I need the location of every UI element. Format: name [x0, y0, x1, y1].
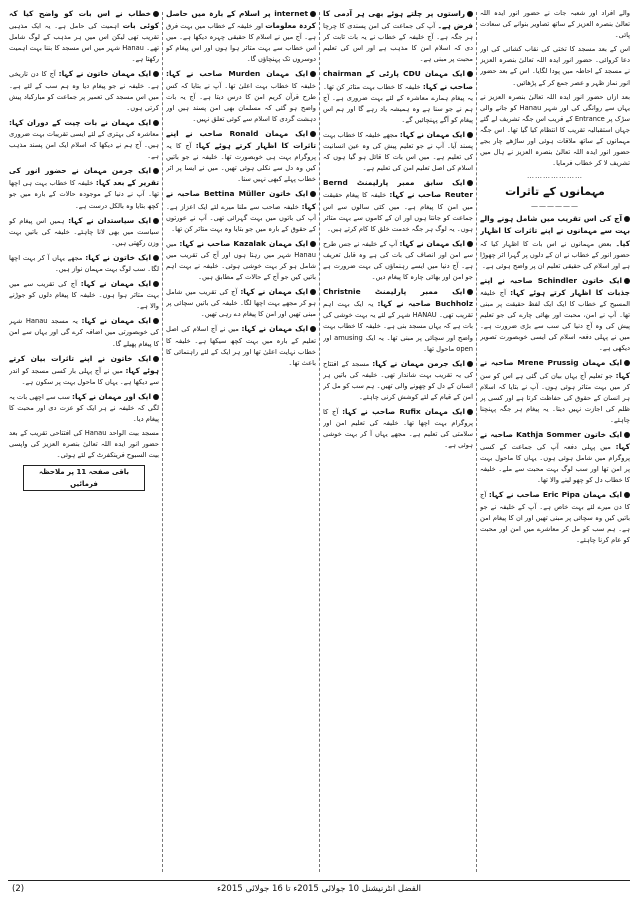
bullet-icon	[467, 289, 473, 295]
testimonial-block	[9, 68, 159, 113]
testimonial-block	[480, 357, 630, 426]
testimonial-text: اور خلیفہ کے خطاب میں بہت فرق ہے۔ آج میں نے اسلام کا حقیقی چہرہ دیکھا ہے۔ میں اس خطاب سے بہت متاثر ہوا ہوں اور اس پیغام کو دوسروں تک پہنچاؤں گا۔	[166, 22, 316, 64]
testimonial-heading: ایک سابق ممبر پارلیمنٹ Bernd Reuter صاحب نے کہا:	[323, 178, 473, 200]
bullet-icon	[624, 432, 630, 438]
testimonial-text: میں نے آج پہلی بار کسی مسجد کو اندر سے دیکھا ہے۔ یہاں کا ماحول بہت پر سکون ہے۔	[9, 366, 159, 386]
bullet-icon	[310, 326, 316, 332]
testimonial-text: اہمیت کی حامل ہے۔ یہ ایک مذہبی تقریب تھی لیکن اس میں ہر مذہب کے لوگ شامل تھے۔ Hanau شہر میں اس مسجد کا بننا بہت اہمیت رکھتا ہے۔	[9, 22, 159, 64]
testimonial-block	[480, 489, 630, 545]
bullet-icon	[624, 216, 630, 222]
testimonial-heading: ایک خاتون نے کہا:	[85, 252, 151, 262]
bullet-icon	[467, 11, 473, 17]
testimonial-text: مجھے یہاں آ کر بہت اچھا لگا۔ سب لوگ بہت مہمان نواز ہیں۔	[9, 253, 159, 273]
testimonial-heading: ایک مہمان Ronald صاحب نے اپنے تاثرات کا اظہار کرتے ہوئے کہا:	[166, 128, 316, 151]
testimonial-text: میں Hanau شہر میں رہتا ہوں اور آج کی تقریب میں شامل ہو کر بہت خوشی ہوئی۔ خلیفہ نے بہت اہم باتیں کیں جو آج کے حالات کے مطابق ہیں۔	[166, 239, 316, 282]
bullet-icon	[467, 361, 473, 367]
testimonial-heading: ایک جرمن مہمان نے حضور انور کی تقریر کے بعد کہا:	[9, 166, 159, 188]
bullet-icon	[153, 394, 159, 400]
testimonial-heading: ایک ممبر پارلیمنٹ Christnie Buchholz صاحبہ نے کہا:	[323, 287, 473, 309]
testimonial-text: جو تعلیم آج یہاں بیان کی گئی ہے اس کو سن کر میں بہت متاثر ہوئی ہوں۔ آپ نے بتایا کہ اسلام ہر انسان کے حقوق کی حفاظت کرتا ہے اور کسی پر ظلم کی اجازت نہیں دیتا۔ یہ پیغام ہر جگہ پہنچنا چاہئے۔	[480, 371, 630, 424]
column-2	[323, 8, 473, 876]
bullet-icon	[310, 289, 316, 295]
testimonial-block	[9, 278, 159, 312]
testimonial-heading: ایک مہمان نے بات چیت کے دوران کہا:	[9, 117, 151, 127]
testimonial-text: آج کا دن تاریخی ہے۔ خلیفہ نے جو پیغام دیا وہ ہم سب کے لئے ہے۔ میں اس مسجد کی تعمیر پر جماعت کو مبارکباد پیش کرتی ہوں۔	[9, 70, 159, 112]
testimonial-block	[9, 8, 159, 65]
continued-on-page-box: باقی صفحہ 11 پر ملاحظہ فرمائیں	[23, 465, 145, 491]
testimonial-text: آپ کی جماعت کی امن پسندی کا چرچا ہر جگہ ہے۔ آج خلیفہ کے خطاب نے یہ بات ثابت کر دی کہ اسلام امن کا مذہب ہے اور اس کی تعلیم محبت پر مبنی ہے۔	[323, 22, 473, 64]
testimonial-block	[323, 406, 473, 451]
testimonial-block	[166, 128, 316, 185]
testimonial-heading: internet پر اسلام کے بارہ میں حاصل کردہ معلومات	[166, 9, 316, 31]
testimonial-text: معاشرہ کی بہتری کے لئے ایسی تقریبات بہت ضروری ہیں۔ آج ہم نے دیکھا کہ اسلام ایک امن پسند مذہب ہے۔	[9, 129, 159, 161]
bullet-icon	[310, 241, 316, 247]
testimonial-block	[166, 188, 316, 234]
testimonial-heading: ایک مہمان CDU پارٹی کے chairman صاحب نے کہا:	[323, 69, 473, 91]
bullet-icon	[624, 360, 630, 366]
column-1	[480, 8, 630, 876]
testimonial-heading: ایک مہمان Rufix صاحب نے کہا:	[342, 407, 465, 417]
testimonial-block	[9, 215, 159, 249]
testimonial-heading: ایک خاتون Schindler صاحبہ نے اپنے جذبات کا اظہار کرتے ہوئے کہا:	[480, 275, 630, 297]
bullet-icon	[624, 278, 630, 284]
testimonial-text: مسجد کے افتتاح کی یہ تقریب بہت شاندار تھی۔ خلیفہ کی باتیں ہر انسان کے دل کو چھونے والی تھیں۔ ہم سب کو مل کر امن کے قیام کے لئے کوشش کرنی چاہئے۔	[323, 359, 473, 401]
bullet-icon	[310, 131, 316, 137]
intro-paragraph: بعد ازاں حضور انور ایدہ اللہ تعالیٰ بنصرہ العزیز نے یہاں سے روانگی کی اور شہر Hanau کو جانے والی سڑک پر Entrance کے قریب اس جگہ تشریف لے گئے جہاں استقبالیہ تقریب کا انتظام کیا گیا تھا۔ اس جگہ مہمانوں کے ساتھ ملاقات ہوئی اور ساڑھے چار بجے حضور انور ایدہ اللہ تعالیٰ بنصرہ العزیز نے ہال میں تشریف لا کر خطاب فرمایا۔	[480, 92, 630, 168]
testimonial-block	[9, 117, 159, 162]
testimonial-block	[323, 177, 473, 234]
testimonial-text: خلیفہ صاحب سے ملنا میرے لئے ایک اعزاز ہے۔ آپ کی باتوں میں بہت گہرائی تھی۔ آپ نے عورتوں کے حقوق کے بارہ میں جو بتایا وہ بہت متاثر کن تھا۔	[166, 202, 316, 233]
testimonial-block	[166, 68, 316, 124]
testimonial-heading: ایک سیاستدان نے کہا:	[68, 215, 151, 225]
testimonial-text: آپ کے خلیفہ نے جس طرح سے امن اور انصاف کی بات کی ہے وہ قابل تعریف ہے۔ آج دنیا میں ایسے رہنماؤں کی بہت ضرورت ہے جو امن اور بھائی چارہ کا پیغام دیں۔	[323, 239, 473, 282]
testimonial-heading: ایک مہمان Eric Pipa صاحب نے کہا:	[488, 490, 622, 500]
intro-paragraph: والے افراد اور شعبہ جات نے حضور انور ایدہ اللہ تعالیٰ بنصرہ العزیز کے ساتھ تصاویر بنوانے کی سعادت پائی۔	[480, 9, 630, 40]
testimonial-text: خلیفہ کا خطاب بہت متاثر کن تھا۔ یہ پیغام ہمارے معاشرہ کے لئے بہت ضروری ہے۔ آج ہم نے جو سنا ہے وہ ہمیشہ یاد رہے گا اور ہم اس پیغام کو آگے پہنچائیں گے۔	[323, 82, 473, 124]
testimonial-heading: ایک مہمان نے کہا:	[399, 238, 465, 248]
testimonial-heading: راستوں پر چلتے ہوئے بھی ہر آدمی کا فرض ہے۔	[323, 9, 473, 31]
closing-paragraph: مسجد بیت الواحد Hanau کی افتتاحی تقریب کے بعد حضور انور ایدہ اللہ تعالیٰ بنصرہ العزیز کی واپسی بیت السبوح فرینکفرٹ کے لئے ہوئی۔	[9, 429, 159, 460]
section-rule: ——————	[531, 202, 579, 211]
bullet-icon	[153, 318, 159, 324]
testimonial-heading: آج کی اس تقریب میں شامل ہونے والے بہت سے مہمانوں نے اپنے تاثرات کا اظہار کیا۔	[480, 214, 630, 248]
testimonial-heading: ایک مہمان نے کہا:	[241, 324, 308, 334]
testimonial-block	[323, 129, 473, 174]
testimonial-heading: ایک مہمان Kazalak صاحب نے کہا:	[179, 238, 308, 248]
testimonial-block	[323, 358, 473, 403]
bullet-icon	[467, 409, 473, 415]
testimonial-block	[166, 238, 316, 283]
testimonial-heading: ایک مہمان نے کہا:	[80, 279, 151, 289]
bullet-icon	[153, 120, 159, 126]
testimonial-heading: خطاب نے اس بات کو واضح کیا کہ کوئی بات	[9, 9, 159, 31]
testimonial-block	[9, 252, 159, 275]
column-divider	[476, 12, 477, 872]
bullet-icon	[310, 71, 316, 77]
testimonial-text: آج کا پروگرام بہت اچھا تھا۔ خلیفہ کی تعلیم امن اور سلامتی کی تعلیم ہے۔ مجھے یہاں آ کر بہت خوشی ہوئی ہے۔	[323, 408, 473, 450]
testimonial-block	[323, 68, 473, 125]
testimonial-text: یہ مسجد Hanau شہر کی خوبصورتی میں اضافہ کرے گی اور یہاں سے امن کا پیغام پھیلے گا۔	[9, 317, 159, 348]
testimonial-block	[166, 286, 316, 320]
testimonial-text: آج کا دن میرے لئے بہت خاص ہے۔ آپ کے خلیفہ نے جو باتیں کیں وہ سچائی پر مبنی تھیں اور ان کا پیغام امن ہے۔ ہم سب کو مل کر معاشرے میں امن اور محبت کو عام کرنا چاہئے۔	[480, 491, 630, 544]
testimonial-text: یہ ایک بہت اہم تقریب تھی۔ HANAU شہر کے لئے یہ بہت خوشی کی بات ہے کہ یہاں مسجد بنی ہے۔ خلیفہ کا خطاب بہت واضح اور سچائی پر مبنی تھا۔ یہ ایک amusing اور open ماحول تھا۔	[323, 300, 473, 353]
bullet-icon	[153, 281, 159, 287]
testimonial-block	[480, 429, 630, 486]
testimonial-text: خلیفہ کا پیغام حقیقت میں امن کا پیغام ہے۔ میں کئی سالوں سے اس جماعت کو جانتا ہوں اور ان کے کاموں سے بہت متاثر ہوں۔ یہ لوگ ہر جگہ خدمت خلق کا کام کرتے ہیں۔	[323, 191, 473, 233]
testimonial-text: ہمیں اس پیغام کو سیاست میں بھی لانا چاہئے۔ خلیفہ کی باتیں بہت وزن رکھتی ہیں۔	[9, 216, 159, 247]
testimonial-heading: ایک مہمان خاتون نے کہا:	[58, 69, 151, 79]
testimonial-block	[480, 275, 630, 355]
bullet-icon	[310, 191, 316, 197]
testimonial-heading: ایک مہمان نے کہا:	[81, 316, 151, 326]
testimonial-block	[323, 8, 473, 65]
testimonial-text: آج کی تقریب سے میں بہت متاثر ہوا ہوں۔ خلیفہ کا پیغام دلوں کو جوڑنے والا ہے۔	[9, 280, 159, 311]
testimonial-heading: ایک مہمان نے کہا:	[399, 129, 465, 139]
bullet-icon	[310, 11, 316, 17]
testimonial-block	[9, 165, 159, 211]
dotted-separator: …………………	[527, 172, 583, 181]
testimonial-heading: ایک خاتون نے اپنے تاثرات بیان کرتے ہوئے کہا:	[9, 353, 159, 375]
testimonial-heading: ایک مہمان Murden صاحب نے کہا:	[166, 69, 308, 79]
testimonial-heading: ایک خاتون Kathja Sommer صاحبہ نے کہا:	[480, 430, 630, 452]
bullet-icon	[624, 492, 630, 498]
testimonial-block	[166, 323, 316, 368]
page-number: (2)	[12, 884, 25, 894]
testimonial-block	[166, 8, 316, 65]
testimonial-text: مجھے خلیفہ کا خطاب بہت پسند آیا۔ آپ نے جو تعلیم پیش کی وہ عین انسانیت کی تعلیم ہے۔ میں اس بات کا قائل ہو گیا ہوں کہ اسلام کی اصل تعلیم امن کی تعلیم ہے۔	[323, 130, 473, 173]
testimonial-text: خلیفہ کا خطاب بہت ہی اچھا تھا۔ آپ نے دنیا کے موجودہ حالات کے بارہ میں جو کچھ بتایا وہ بالکل درست ہے۔	[9, 179, 159, 210]
testimonial-text: بعض مہمانوں نے اس بات کا اظہار کیا کہ حضور انور کے خطاب نے ان کے دلوں پر گہرا اثر چھوڑا ہے اور اسلام کی حقیقی تعلیم ان پر واضح ہوئی ہے۔	[480, 239, 630, 270]
testimonial-text: آج کی تقریب میں شامل ہو کر مجھے بہت اچھا لگا۔ خلیفہ کی باتیں سچائی پر مبنی تھیں اور امن کا پیغام دے رہی تھیں۔	[166, 288, 316, 319]
column-3	[166, 8, 316, 876]
column-divider	[162, 12, 163, 872]
column-divider	[319, 12, 320, 872]
bullet-icon	[153, 71, 159, 77]
testimonial-block	[9, 391, 159, 425]
testimonial-text: آج خلیفۃ المسیح کے خطاب کا ایک ایک لفظ حقیقت پر مبنی تھا۔ آپ نے امن، محبت اور بھائی چارے کی جو تعلیم پیش کی وہ آج دنیا کی سب سے بڑی ضرورت ہے۔ میں نے پہلی دفعہ اسلام کی ایسی خوبصورت تصویر دیکھی ہے۔	[480, 288, 630, 353]
testimonial-text: آج کا یہ پروگرام بہت ہی خوبصورت تھا۔ خلیفہ نے جو باتیں کیں وہ دل سے نکلی ہوئی تھیں۔ میں نے ایسا پر اثر خطاب پہلے کبھی نہیں سنا۔	[166, 142, 316, 184]
testimonial-block	[323, 286, 473, 355]
testimonial-text: میں نے آج اسلام کی اصل تعلیم کے بارہ میں بہت کچھ سیکھا ہے۔ خلیفہ کا خطاب نہایت اعلیٰ تھا اور ہر ایک کے لئے راہنمائی کا باعث تھا۔	[166, 325, 316, 367]
testimonial-heading: ایک جرمن مہمان نے کہا:	[372, 358, 465, 368]
bullet-icon	[153, 11, 159, 17]
testimonial-block	[9, 315, 159, 349]
testimonial-heading: ایک اور مہمان نے کہا:	[72, 391, 151, 401]
testimonial-heading: ایک مہمان نے کہا:	[240, 287, 308, 297]
testimonial-block	[480, 213, 630, 271]
newspaper-page	[8, 8, 630, 876]
bullet-icon	[153, 168, 159, 174]
page-footer	[8, 880, 630, 897]
testimonial-text: میں پہلی دفعہ آپ کی جماعت کے کسی پروگرام میں شامل ہوئی ہوں۔ یہاں کا ماحول بہت پر امن تھا اور سب لوگ بہت محبت سے ملے۔ خلیفہ کا خطاب دل کو چھو لینے والا تھا۔	[480, 443, 630, 485]
bullet-icon	[467, 241, 473, 247]
intro-paragraph: اس کے بعد مسجد کا تختی کی نقاب کشائی کی اور دعا کروائی۔ حضور انور ایدہ اللہ تعالیٰ بنصرہ العزیز نے مسجد کے احاطہ میں پودا لگایا۔ اس کے بعد حضور انور نماز ظہر و عصر جمع کر کے پڑھائیں۔	[480, 45, 630, 87]
bullet-icon	[467, 180, 473, 186]
testimonial-heading: ایک مہمان Mrene Prussig صاحبہ نے کہا:	[480, 358, 630, 380]
testimonial-block	[323, 238, 473, 283]
testimonial-heading: ایک خاتون Bettina Müller صاحبہ نے کہا:	[166, 189, 316, 211]
section-title: مہمانوں کے تاثرات	[505, 185, 605, 199]
masthead: الفضل انٹرنیشنل 10 جولائی 2015ء تا 16 جولائی 2015ء	[217, 884, 421, 894]
bullet-icon	[153, 218, 159, 224]
testimonial-block	[9, 353, 159, 388]
bullet-icon	[153, 255, 159, 261]
testimonial-text: سب سے اچھی بات یہ لگی کہ خلیفہ نے ہر ایک کو عزت دی اور محبت کا پیغام دیا۔	[9, 392, 159, 424]
testimonial-text: خلیفہ کا خطاب بہت اعلیٰ تھا۔ آپ نے بتایا کہ کس طرح قرآن کریم امن کا درس دیتا ہے۔ آج یہ بات واضح ہو گئی کہ مسلمان بھی امن پسند ہیں اور دہشت گردی کا اسلام سے کوئی تعلق نہیں۔	[166, 81, 316, 123]
bullet-icon	[467, 71, 473, 77]
bullet-icon	[153, 356, 159, 362]
bullet-icon	[467, 132, 473, 138]
column-4	[9, 8, 159, 876]
